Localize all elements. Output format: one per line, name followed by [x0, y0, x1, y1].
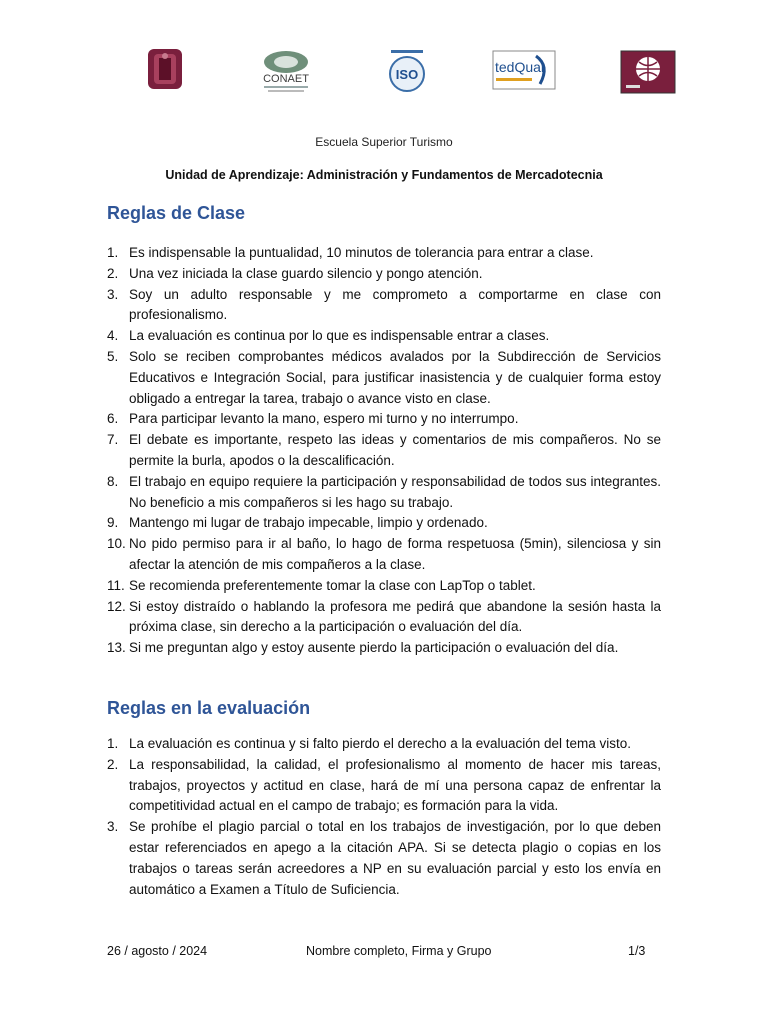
list-item-number: 1.: [107, 245, 119, 260]
tedqual-logo: [492, 50, 556, 90]
list-item: [107, 264, 661, 285]
list-item-number: 6.: [107, 411, 119, 427]
list-item: [107, 326, 661, 347]
list-item-text: La responsabilidad, la calidad, el profesionalismo al momento de hacer mis tareas, trabajos, proyectos y actitud en clase, hará de mí una persona capaz de enfrentar la competitividad actual en el campo de trabajo; es formación para la vida.: [129, 756, 661, 814]
list-item-text: Para participar levanto la mano, espero mi turno y no interrumpo.: [129, 411, 519, 427]
list-item: [107, 534, 661, 576]
list-item-number: 5.: [107, 348, 119, 364]
list-item: [107, 472, 661, 514]
list-item: [107, 638, 661, 659]
list-item-number: 10.: [107, 536, 126, 552]
list-item-number: 3.: [107, 819, 119, 835]
list-item: [107, 243, 661, 264]
list-item: [107, 817, 661, 900]
list-item: [107, 347, 661, 409]
list-item-text: Solo se reciben comprobantes médicos avalados por la Subdirección de Servicios Educativos e Integración Social, para justificar inasistencia y de cualquier forma estoy obligado a entregar la tarea, trabajo o avance visto en clase.: [129, 348, 661, 406]
list-item-text: Si me preguntan algo y estoy ausente pierdo la participación o evaluación del día.: [129, 640, 619, 656]
list-item-number: 4.: [107, 328, 119, 344]
list-item: [107, 576, 661, 597]
list-item-number: 2.: [107, 756, 119, 772]
list-item-number: 12.: [107, 598, 126, 614]
class-rules-list: [107, 243, 661, 659]
logo-bar: [0, 44, 768, 100]
tedqual-logo-text: tedQual: [495, 59, 545, 75]
footer-date: 26 / agosto / 2024: [107, 944, 208, 958]
list-item-text: Si estoy distraído o hablando la profesora me pedirá que abandone la sesión hasta la próxima clase, sin derecho a la participación o evaluación del día.: [129, 598, 661, 635]
list-item-text: El debate es importante, respeto las ideas y comentarios de mis compañeros. No se permite la burla, apodos o la descalificación.: [129, 432, 661, 468]
university-logo: [620, 50, 676, 94]
list-item-number: 11.: [107, 577, 125, 593]
list-item: [107, 430, 661, 472]
list-item: [107, 597, 661, 639]
footer-page-number: 1/3: [628, 944, 646, 958]
list-item-text: La evaluación es continua y si falto pierdo el derecho a la evaluación del tema visto.: [129, 736, 632, 751]
iso-logo: [383, 48, 431, 96]
list-item: [107, 513, 661, 534]
ipn-logo: [146, 46, 184, 92]
list-item-text: Es indispensable la puntualidad, 10 minutos de tolerancia para entrar a clase.: [129, 245, 594, 260]
list-item-text: El trabajo en equipo requiere la participación y responsabilidad de todos sus integrantes. No beneficio a mis compañeros si les hago su trabajo.: [129, 473, 661, 510]
footer-signature-label: Nombre completo, Firma y Grupo: [306, 944, 492, 958]
list-item-text: Mantengo mi lugar de trabajo impecable, limpio y ordenado.: [129, 515, 488, 531]
section-heading-evaluation-rules: Reglas en la evaluación: [107, 698, 311, 718]
list-item-number: 9.: [107, 515, 119, 531]
list-item: [107, 285, 661, 327]
section-heading-class-rules: Reglas de Clase: [107, 203, 246, 223]
list-item-text: Una vez iniciada la clase guardo silencio y pongo atención.: [129, 265, 483, 281]
list-item-text: Soy un adulto responsable y me comprometo a comportarme en clase con profesionalismo.: [129, 286, 661, 323]
list-item-number: 2.: [107, 265, 119, 281]
conaet-logo: [254, 48, 318, 96]
list-item-text: La evaluación es continua por lo que es indispensable entrar a clases.: [129, 328, 550, 344]
list-item-number: 8.: [107, 473, 119, 489]
list-item-number: 3.: [107, 286, 119, 302]
list-item-text: No pido permiso para ir al baño, lo hago de forma respetuosa (5min), silenciosa y sin afectar la atención de mis compañeros a la clase.: [129, 536, 661, 572]
list-item-text: Se recomienda preferentemente tomar la clase con LapTop o tablet.: [129, 577, 536, 593]
conaet-logo-text: CONAET: [263, 73, 309, 85]
list-item-number: 13.: [107, 640, 126, 656]
evaluation-rules-list: [107, 734, 661, 900]
list-item-number: 7.: [107, 432, 119, 448]
list-item-number: 1.: [107, 736, 119, 751]
school-name: Escuela Superior Turismo: [315, 135, 453, 149]
course-title: Unidad de Aprendizaje: Administración y Fundamentos de Mercadotecnia: [165, 168, 603, 182]
iso-logo-text: ISO: [395, 67, 419, 82]
list-item: [107, 755, 661, 817]
list-item: [107, 734, 661, 755]
list-item-text: Se prohíbe el plagio parcial o total en los trabajos de investigación, por lo que deben estar referenciados en apego a la citación APA. Si se detecta plagio o copias en los trabajos o tareas serán acreedores a NP en su evaluación parcial y esto los envía en automático a Examen a Título de Suficiencia.: [129, 819, 661, 897]
list-item: [107, 409, 661, 430]
